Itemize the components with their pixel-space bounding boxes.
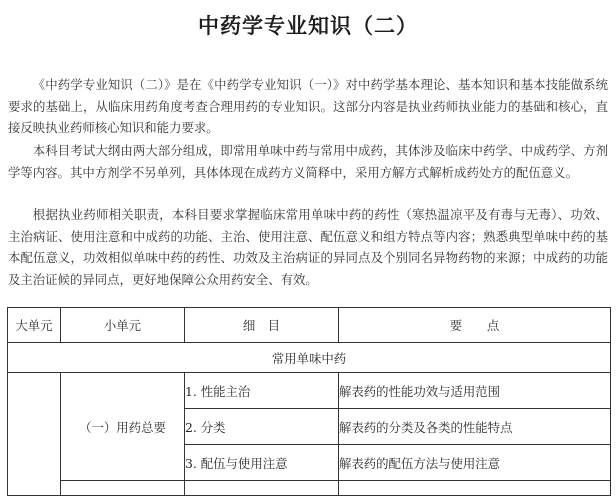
key-point-cell: 解表药的分类及各类的性能特点: [339, 409, 611, 445]
structure-paragraph: 本科目考试大纲由两大部分组成，即常用单味中药与常用中成药，其体涉及临床中药学、中成药学、方剂学等内容。其中方剂学不另单列，具体体现在成药方义简释中，采用方解方式解析成药处方的配伍意义。: [8, 143, 608, 180]
header-detail: 细 目: [185, 308, 339, 343]
table-header-row: [8, 308, 611, 343]
major-unit-cell: [8, 373, 61, 496]
intro-paragraph: 《中药学专业知识（二）》是在《中药学专业知识（一）》对中药学基本理论、基本知识和基本技能做系统要求的基础上，从临床用药角度考查合理用药的专业知识。这部分内容是执业药师执业能力的基础和核心，直接反映执业药师核心知识和能力要求。: [8, 77, 608, 135]
header-key-points: 要 点: [339, 308, 611, 343]
table-row: [8, 373, 611, 409]
key-point-cell: 解表药的性能功效与适用范围: [339, 373, 611, 409]
section-title: 常用单味中药: [8, 343, 611, 373]
requirements-paragraph: 根据执业药师相关职责，本科目要求掌握临床常用单味中药的药性（寒热温凉平及有毒与无毒）、功效、主治病证、使用注意和中成药的功能、主治、使用注意、配伍意义和组方特点等内容；熟悉典型单味中药的基本配伍意义，功效相似单味中药的药性、功效及主治病证的异同点及个别同名异物药物的来源；中成药的功能及主治证候的异同点，更好地保障公众用药安全、有效。: [8, 207, 608, 287]
section-row: [8, 343, 611, 373]
header-sub-unit: 小单元: [61, 308, 185, 343]
sub-unit-cell-empty: [61, 481, 185, 496]
key-point-cell-empty: [339, 481, 611, 496]
sub-unit-cell: （一）用药总要: [61, 373, 185, 481]
table-row-partial: [8, 481, 611, 496]
detail-cell: 3. 配伍与使用注意: [185, 445, 339, 481]
detail-cell: 1. 性能主治: [185, 373, 339, 409]
header-major-unit: 大单元: [8, 308, 61, 343]
syllabus-table: [7, 307, 611, 496]
key-point-cell: 解表药的配伍方法与使用注意: [339, 445, 611, 481]
page-title: 中药学专业知识（二）: [198, 13, 418, 38]
detail-cell: 2. 分类: [185, 409, 339, 445]
detail-cell-empty: [185, 481, 339, 496]
